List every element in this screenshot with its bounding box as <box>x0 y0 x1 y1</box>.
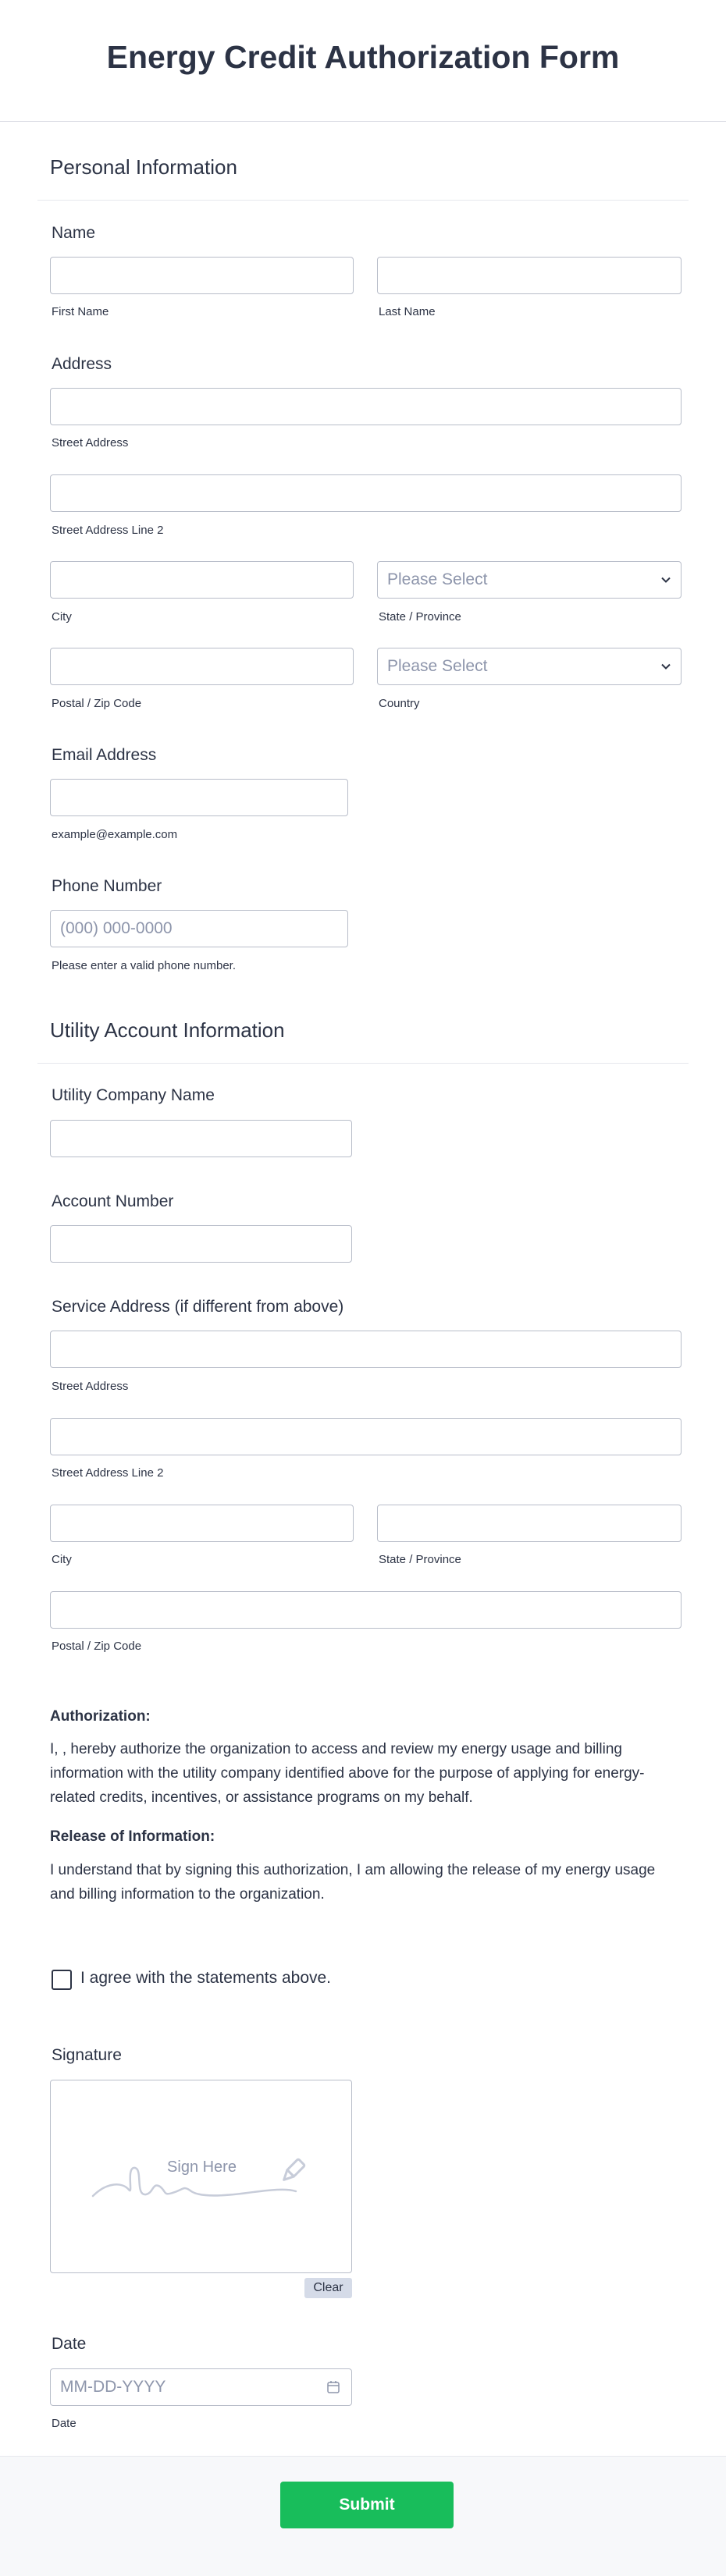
release-text: I understand that by signing this authorization, I am allowing the release of my energy usage and billing information to the organization. <box>50 1862 656 1903</box>
chevron-down-icon <box>660 661 671 672</box>
service-city-input[interactable] <box>50 1505 354 1542</box>
pen-icon <box>277 2155 308 2187</box>
postal-code-sublabel: Postal / Zip Code <box>52 697 142 710</box>
postal-code-input[interactable] <box>50 648 354 685</box>
street-address-line2-input[interactable] <box>50 474 682 512</box>
state-sublabel: State / Province <box>379 610 461 624</box>
first-name-input[interactable] <box>50 257 354 294</box>
date-sublabel: Date <box>52 2417 77 2430</box>
city-input[interactable] <box>50 561 354 599</box>
agree-label: I agree with the statements above. <box>80 1969 332 1987</box>
account-number-label: Account Number <box>52 1192 174 1210</box>
section-title-personal: Personal Information <box>50 155 237 179</box>
street-address-sublabel: Street Address <box>52 436 129 449</box>
service-state-input[interactable] <box>377 1505 682 1542</box>
street-address-line2-sublabel: Street Address Line 2 <box>52 524 164 537</box>
utility-company-label: Utility Company Name <box>52 1086 215 1104</box>
section-divider <box>37 1063 689 1064</box>
service-address-label: Service Address (if different from above) <box>52 1298 344 1316</box>
chevron-down-icon <box>660 574 671 585</box>
country-sublabel: Country <box>379 697 420 710</box>
service-street-sublabel: Street Address <box>52 1380 129 1393</box>
phone-input[interactable] <box>50 910 348 947</box>
account-number-input[interactable] <box>50 1225 352 1263</box>
first-name-sublabel: First Name <box>52 305 109 318</box>
authorization-heading: Authorization: <box>50 1708 151 1725</box>
clear-signature-button[interactable]: Clear <box>304 2278 352 2298</box>
service-street-line2-input[interactable] <box>50 1418 682 1455</box>
release-heading: Release of Information: <box>50 1828 215 1845</box>
agree-checkbox[interactable] <box>52 1970 72 1990</box>
service-city-sublabel: City <box>52 1553 72 1566</box>
street-address-input[interactable] <box>50 388 682 425</box>
country-select-value: Please Select <box>387 657 488 675</box>
utility-company-input[interactable] <box>50 1120 352 1157</box>
date-label: Date <box>52 2335 87 2353</box>
last-name-input[interactable] <box>377 257 682 294</box>
authorization-text: I, , hereby authorize the organization to access and review my energy usage and billing information with the utility company identified above for the purpose of applying for energy-related credits, incentives, or assistance programs on my behalf. <box>50 1741 645 1806</box>
service-street-input[interactable] <box>50 1331 682 1368</box>
date-input[interactable] <box>50 2368 352 2406</box>
country-select[interactable] <box>377 648 682 685</box>
submit-button[interactable]: Submit <box>280 2482 454 2528</box>
city-sublabel: City <box>52 610 72 624</box>
email-label: Email Address <box>52 746 157 764</box>
section-divider <box>37 200 689 201</box>
phone-label: Phone Number <box>52 877 162 895</box>
service-state-sublabel: State / Province <box>379 1553 461 1566</box>
state-select[interactable] <box>377 561 682 599</box>
phone-sublabel: Please enter a valid phone number. <box>52 959 236 972</box>
signature-placeholder: Sign Here <box>167 2159 237 2176</box>
signature-label: Signature <box>52 2046 122 2064</box>
service-postal-input[interactable] <box>50 1591 682 1629</box>
name-label: Name <box>52 224 96 242</box>
form-header <box>0 0 726 122</box>
signature-pad[interactable] <box>50 2080 352 2273</box>
calendar-icon[interactable] <box>326 2380 340 2394</box>
form-title: Energy Credit Authorization Form <box>106 39 620 75</box>
state-select-value: Please Select <box>387 570 488 588</box>
email-sublabel: example@example.com <box>52 828 178 841</box>
service-postal-sublabel: Postal / Zip Code <box>52 1640 142 1653</box>
last-name-sublabel: Last Name <box>379 305 436 318</box>
section-title-utility: Utility Account Information <box>50 1018 285 1042</box>
address-label: Address <box>52 355 112 373</box>
email-input[interactable] <box>50 779 348 816</box>
service-street-line2-sublabel: Street Address Line 2 <box>52 1466 164 1480</box>
